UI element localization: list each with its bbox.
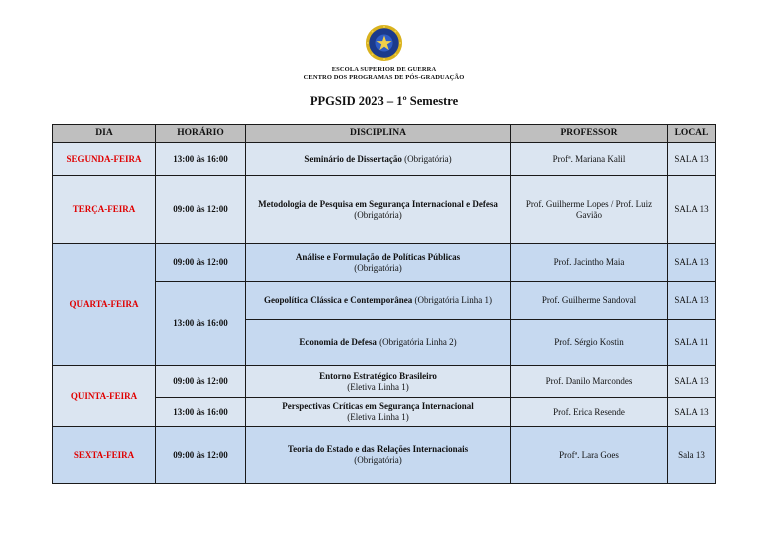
- course-name: Teoria do Estado e das Relações Internacionais: [287, 444, 469, 454]
- course-cell: [246, 176, 511, 244]
- day-cell: QUARTA-FEIRA: [53, 244, 156, 366]
- course-type: (Obrigatória Linha 1): [412, 295, 492, 305]
- schedule-table: [52, 124, 716, 484]
- table-row: [53, 427, 716, 484]
- course-cell: [246, 244, 511, 282]
- course-name: Seminário de Dissertação: [304, 153, 402, 164]
- day-cell: QUINTA-FEIRA: [53, 366, 156, 427]
- course-type: (Obrigatória): [354, 262, 402, 273]
- professor-cell: Prof. Guilherme Sandoval: [511, 282, 668, 320]
- institution-seal-icon: [365, 24, 403, 62]
- course-cell: [246, 398, 511, 427]
- course-cell: [246, 143, 511, 176]
- table-row: [53, 366, 716, 398]
- course-name: Economia de Defesa: [299, 337, 377, 347]
- course-cell: [246, 282, 511, 320]
- institution-name: ESCOLA SUPERIOR DE GUERRA: [331, 66, 437, 73]
- table-row: [53, 244, 716, 282]
- professor-cell: Prof. Erica Resende: [511, 398, 668, 427]
- time-cell: 09:00 às 12:00: [156, 244, 246, 282]
- location-cell: SALA 11: [668, 320, 716, 366]
- professor-cell: Profª. Mariana Kalil: [511, 143, 668, 176]
- course-name: Análise e Formulação de Políticas Públicas: [295, 251, 461, 262]
- location-cell: Sala 13: [668, 427, 716, 484]
- professor-cell: Prof. Sérgio Kostin: [511, 320, 668, 366]
- time-cell: 09:00 às 12:00: [156, 366, 246, 398]
- course-type: (Obrigatória): [354, 455, 402, 465]
- time-cell: 13:00 às 16:00: [156, 282, 246, 366]
- professor-cell: Prof. Jacintho Maia: [511, 244, 668, 282]
- course-cell: [246, 366, 511, 398]
- time-cell: 13:00 às 16:00: [156, 143, 246, 176]
- institution-subtitle: CENTRO DOS PROGRAMAS DE PÓS-GRADUAÇÃO: [303, 74, 465, 81]
- time-cell: 09:00 às 12:00: [156, 427, 246, 484]
- professor-cell: Profª. Lara Goes: [511, 427, 668, 484]
- professor-cell: Prof. Danilo Marcondes: [511, 366, 668, 398]
- day-cell: SEXTA-FEIRA: [53, 427, 156, 484]
- course-name: Geopolítica Clássica e Contemporânea: [264, 295, 413, 305]
- time-cell: 09:00 às 12:00: [156, 176, 246, 244]
- course-cell: [246, 427, 511, 484]
- course-name: Entorno Estratégico Brasileiro: [319, 370, 437, 381]
- course-type: (Obrigatória): [401, 153, 452, 164]
- course-cell: [246, 320, 511, 366]
- location-cell: SALA 13: [668, 143, 716, 176]
- table-row: [53, 143, 716, 176]
- column-header-location: LOCAL: [668, 125, 716, 143]
- time-cell: 13:00 às 16:00: [156, 398, 246, 427]
- course-name: Perspectivas Críticas em Segurança Internacional: [282, 401, 474, 411]
- location-cell: SALA 13: [668, 282, 716, 320]
- course-name: Metodologia de Pesquisa em Segurança Internacional e Defesa: [258, 198, 498, 209]
- day-cell: SEGUNDA-FEIRA: [53, 143, 156, 176]
- table-header-row: [53, 125, 716, 143]
- day-cell: TERÇA-FEIRA: [53, 176, 156, 244]
- course-type: (Obrigatória): [354, 209, 402, 220]
- professor-cell: Prof. Guilherme Lopes / Prof. Luiz Gavião: [511, 176, 668, 244]
- location-cell: SALA 13: [668, 366, 716, 398]
- column-header-course: DISCIPLINA: [246, 125, 511, 143]
- course-type: (Obrigatória Linha 2): [376, 337, 457, 347]
- column-header-professor: PROFESSOR: [511, 125, 668, 143]
- location-cell: SALA 13: [668, 244, 716, 282]
- table-row: [53, 176, 716, 244]
- page-title: PPGSID 2023 – 1º Semestre: [309, 94, 459, 108]
- location-cell: SALA 13: [668, 176, 716, 244]
- column-header-day: DIA: [53, 125, 156, 143]
- column-header-time: HORÁRIO: [156, 125, 246, 143]
- course-type: (Eletiva Linha 1): [347, 412, 409, 422]
- course-type: (Eletiva Linha 1): [347, 381, 409, 392]
- location-cell: SALA 13: [668, 398, 716, 427]
